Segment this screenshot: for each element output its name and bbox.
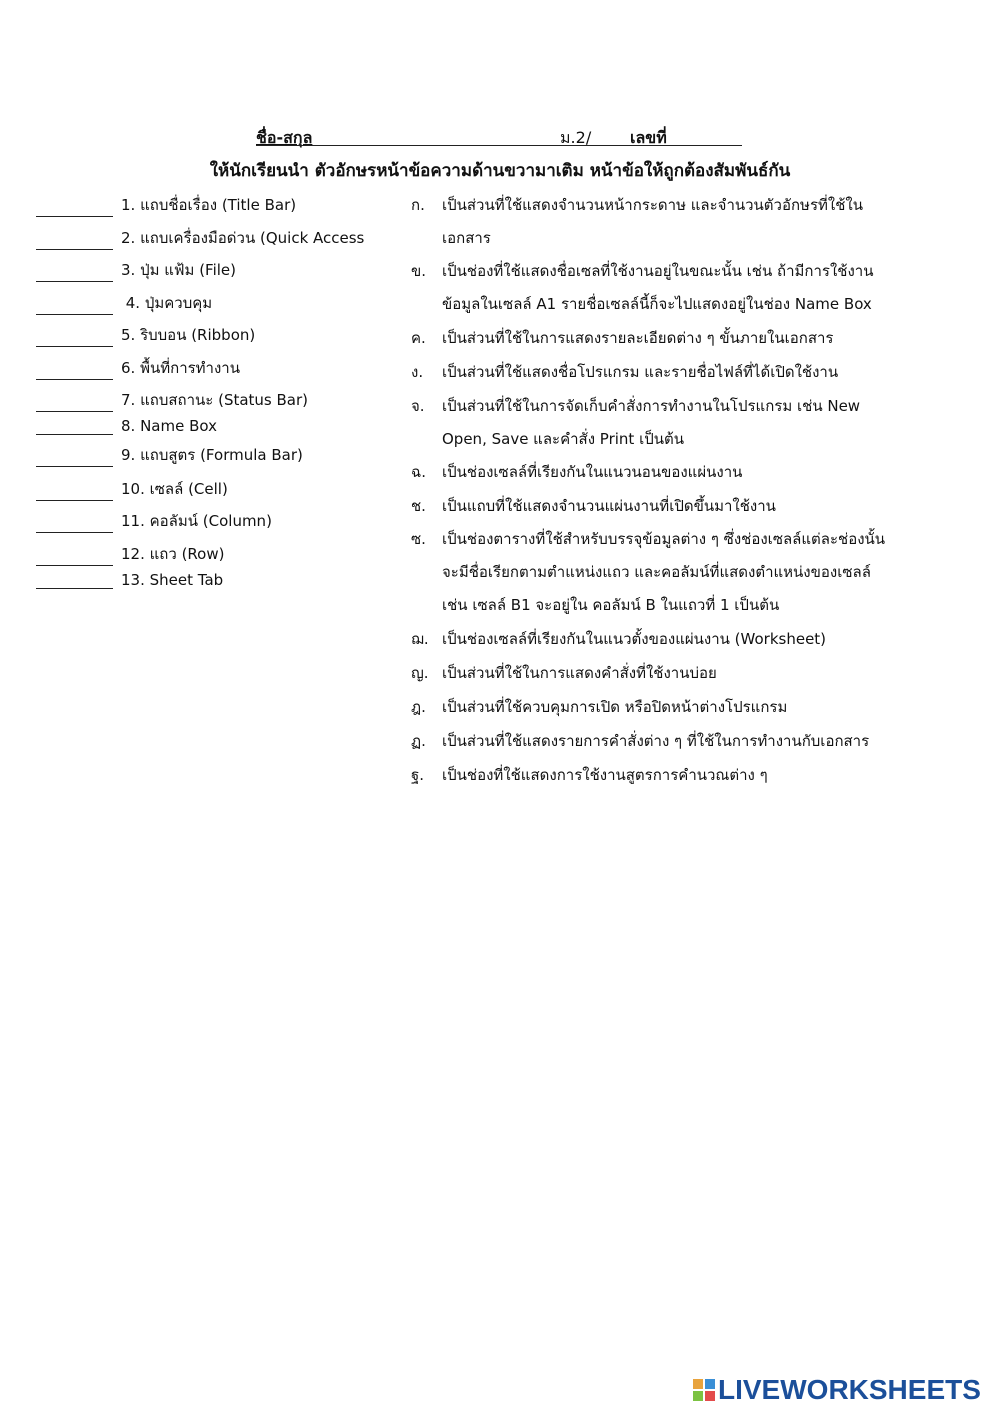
answer-blank[interactable] (36, 420, 113, 435)
item-label: 4. ปุ่มควบคุม (121, 294, 213, 312)
item-letter: ก. (411, 196, 425, 214)
logo-square (705, 1379, 715, 1389)
item-line: เป็นช่องที่ใช้แสดงชื่อเซลที่ใช้งานอยู่ในขณะนั้น เช่น ถ้ามีการใช้งาน (442, 262, 874, 280)
item-line: เช่น เซลล์ B1 จะอยู่ใน คอลัมน์ B ในแถวที่ 1 เป็นต้น (442, 596, 780, 614)
item-letter: ฏ. (411, 732, 426, 750)
item-line: เป็นส่วนที่ใช้ในการจัดเก็บคำสั่งการทำงานในโปรแกรม เช่น New (442, 397, 861, 415)
answer-blank[interactable] (36, 332, 113, 347)
answer-blank[interactable] (36, 267, 113, 282)
answer-blank[interactable] (36, 365, 113, 380)
item-text (442, 623, 892, 656)
answer-blank[interactable] (36, 397, 113, 412)
item-line: เป็นส่วนที่ใช้แสดงรายการคำสั่งต่าง ๆ ที่ใช้ในการทำงานกับเอกสาร (442, 732, 870, 750)
item-label: 5. ริบบอน (Ribbon) (121, 326, 256, 344)
answer-blank[interactable] (36, 486, 113, 501)
item-line: จะมีชื่อเรียกตามตำแหน่งแถว และคอลัมน์ที่แสดงตำแหน่งของเซลล์ (442, 563, 871, 581)
answer-blank[interactable] (36, 518, 113, 533)
list-item (36, 443, 303, 465)
item-text (442, 189, 892, 255)
item-letter: ฐ. (411, 766, 425, 784)
item-label: 13. Sheet Tab (121, 571, 224, 589)
list-item (36, 193, 296, 215)
answer-blank[interactable] (36, 300, 113, 315)
instruction-text: ให้นักเรียนนำ ตัวอักษรหน้าข้อความด้านขวามาเติม หน้าข้อให้ถูกต้องสัมพันธ์กัน (209, 161, 791, 181)
item-text (442, 322, 892, 355)
item-text (442, 490, 892, 523)
item-line: เป็นส่วนที่ใช้แสดงจำนวนหน้ากระดาษ และจำนวนตัวอักษรที่ใช้ใน (442, 196, 863, 214)
item-letter: ช. (411, 497, 426, 515)
list-item (36, 571, 223, 593)
item-letter: ฉ. (411, 463, 426, 481)
class-label: ม.2/ (560, 128, 592, 147)
logo-square (693, 1379, 703, 1389)
item-text (442, 691, 892, 724)
item-line: เป็นช่องตารางที่ใช้สำหรับบรรจุข้อมูลต่าง ๆ ซึ่งช่องเซลล์แต่ละช่องนั้น (442, 530, 886, 548)
logo-mark-icon (693, 1379, 715, 1401)
name-underline[interactable] (256, 145, 742, 146)
answer-blank[interactable] (36, 551, 113, 566)
logo-text: LIVEWORKSHEETS (718, 1374, 981, 1405)
item-label: 8. Name Box (121, 417, 217, 435)
name-label: ชื่อ-สกุล (256, 128, 313, 147)
item-text (442, 390, 892, 456)
item-label: 6. พื้นที่การทำงาน (121, 359, 240, 377)
item-letter: ฌ. (411, 630, 429, 648)
item-line: เป็นช่องที่ใช้แสดงการใช้งานสูตรการคำนวณต่าง ๆ (442, 766, 768, 784)
item-label: 12. แถว (Row) (121, 545, 225, 563)
item-letter: ญ. (411, 664, 429, 682)
number-label: เลขที่ (630, 128, 667, 147)
item-label: 11. คอลัมน์ (Column) (121, 512, 272, 530)
list-item (36, 388, 308, 410)
logo-square (693, 1391, 703, 1401)
answer-blank[interactable] (36, 235, 113, 250)
item-line: เป็นส่วนที่ใช้ควบคุมการเปิด หรือปิดหน้าต่างโปรแกรม (442, 698, 788, 716)
item-letter: ซ. (411, 530, 426, 548)
item-line: ข้อมูลในเซลล์ A1 รายชื่อเซลล์นี้ก็จะไปแสดงอยู่ในช่อง Name Box (442, 295, 872, 313)
answer-blank[interactable] (36, 574, 113, 589)
item-line: เอกสาร (442, 229, 491, 247)
list-item (36, 417, 217, 439)
list-item (36, 226, 364, 248)
item-text (442, 523, 892, 622)
item-text (442, 725, 892, 758)
item-label: 9. แถบสูตร (Formula Bar) (121, 446, 303, 464)
item-label: 7. แถบสถานะ (Status Bar) (121, 391, 309, 409)
item-text (442, 356, 892, 389)
list-item (36, 258, 236, 280)
item-text (442, 456, 892, 489)
item-letter: ฎ. (411, 698, 426, 716)
item-line: เป็นส่วนที่ใช้ในการแสดงคำสั่งที่ใช้งานบ่อย (442, 664, 717, 682)
item-line: เป็นแถบที่ใช้แสดงจำนวนแผ่นงานที่เปิดขึ้นมาใช้งาน (442, 497, 776, 515)
list-item (36, 291, 212, 313)
item-line: เป็นส่วนที่ใช้ในการแสดงรายละเอียดต่าง ๆ ขั้นภายในเอกสาร (442, 329, 834, 347)
list-item (36, 509, 272, 531)
list-item (36, 356, 240, 378)
item-letter: ง. (411, 363, 424, 381)
item-text (442, 255, 892, 321)
instruction-heading (0, 157, 1000, 184)
item-label: 10. เซลล์ (Cell) (121, 480, 228, 498)
item-label: 3. ปุ่ม แฟ้ม (File) (121, 261, 237, 279)
item-label: 1. แถบชื่อเรื่อง (Title Bar) (121, 196, 297, 214)
item-line: เป็นช่องเซลล์ที่เรียงกันในแนวตั้งของแผ่นงาน (Worksheet) (442, 630, 827, 648)
item-line: เป็นส่วนที่ใช้แสดงชื่อโปรแกรม และรายชื่อไฟล์ที่ได้เปิดใช้งาน (442, 363, 839, 381)
answer-blank[interactable] (36, 202, 113, 217)
item-letter: จ. (411, 397, 425, 415)
list-item (36, 477, 228, 499)
item-letter: ข. (411, 262, 427, 280)
liveworksheets-logo[interactable] (693, 1374, 981, 1406)
answer-blank[interactable] (36, 452, 113, 467)
item-line: Open, Save และคำสั่ง Print เป็นต้น (442, 430, 684, 448)
item-text (442, 759, 892, 792)
list-item (36, 542, 224, 564)
header-row (0, 124, 1000, 150)
list-item (36, 323, 255, 345)
item-label: 2. แถบเครื่องมือด่วน (Quick Access (121, 229, 365, 247)
item-line: เป็นช่องเซลล์ที่เรียงกันในแนวนอนของแผ่นงาน (442, 463, 743, 481)
item-letter: ค. (411, 329, 426, 347)
item-text (442, 657, 892, 690)
logo-square (705, 1391, 715, 1401)
